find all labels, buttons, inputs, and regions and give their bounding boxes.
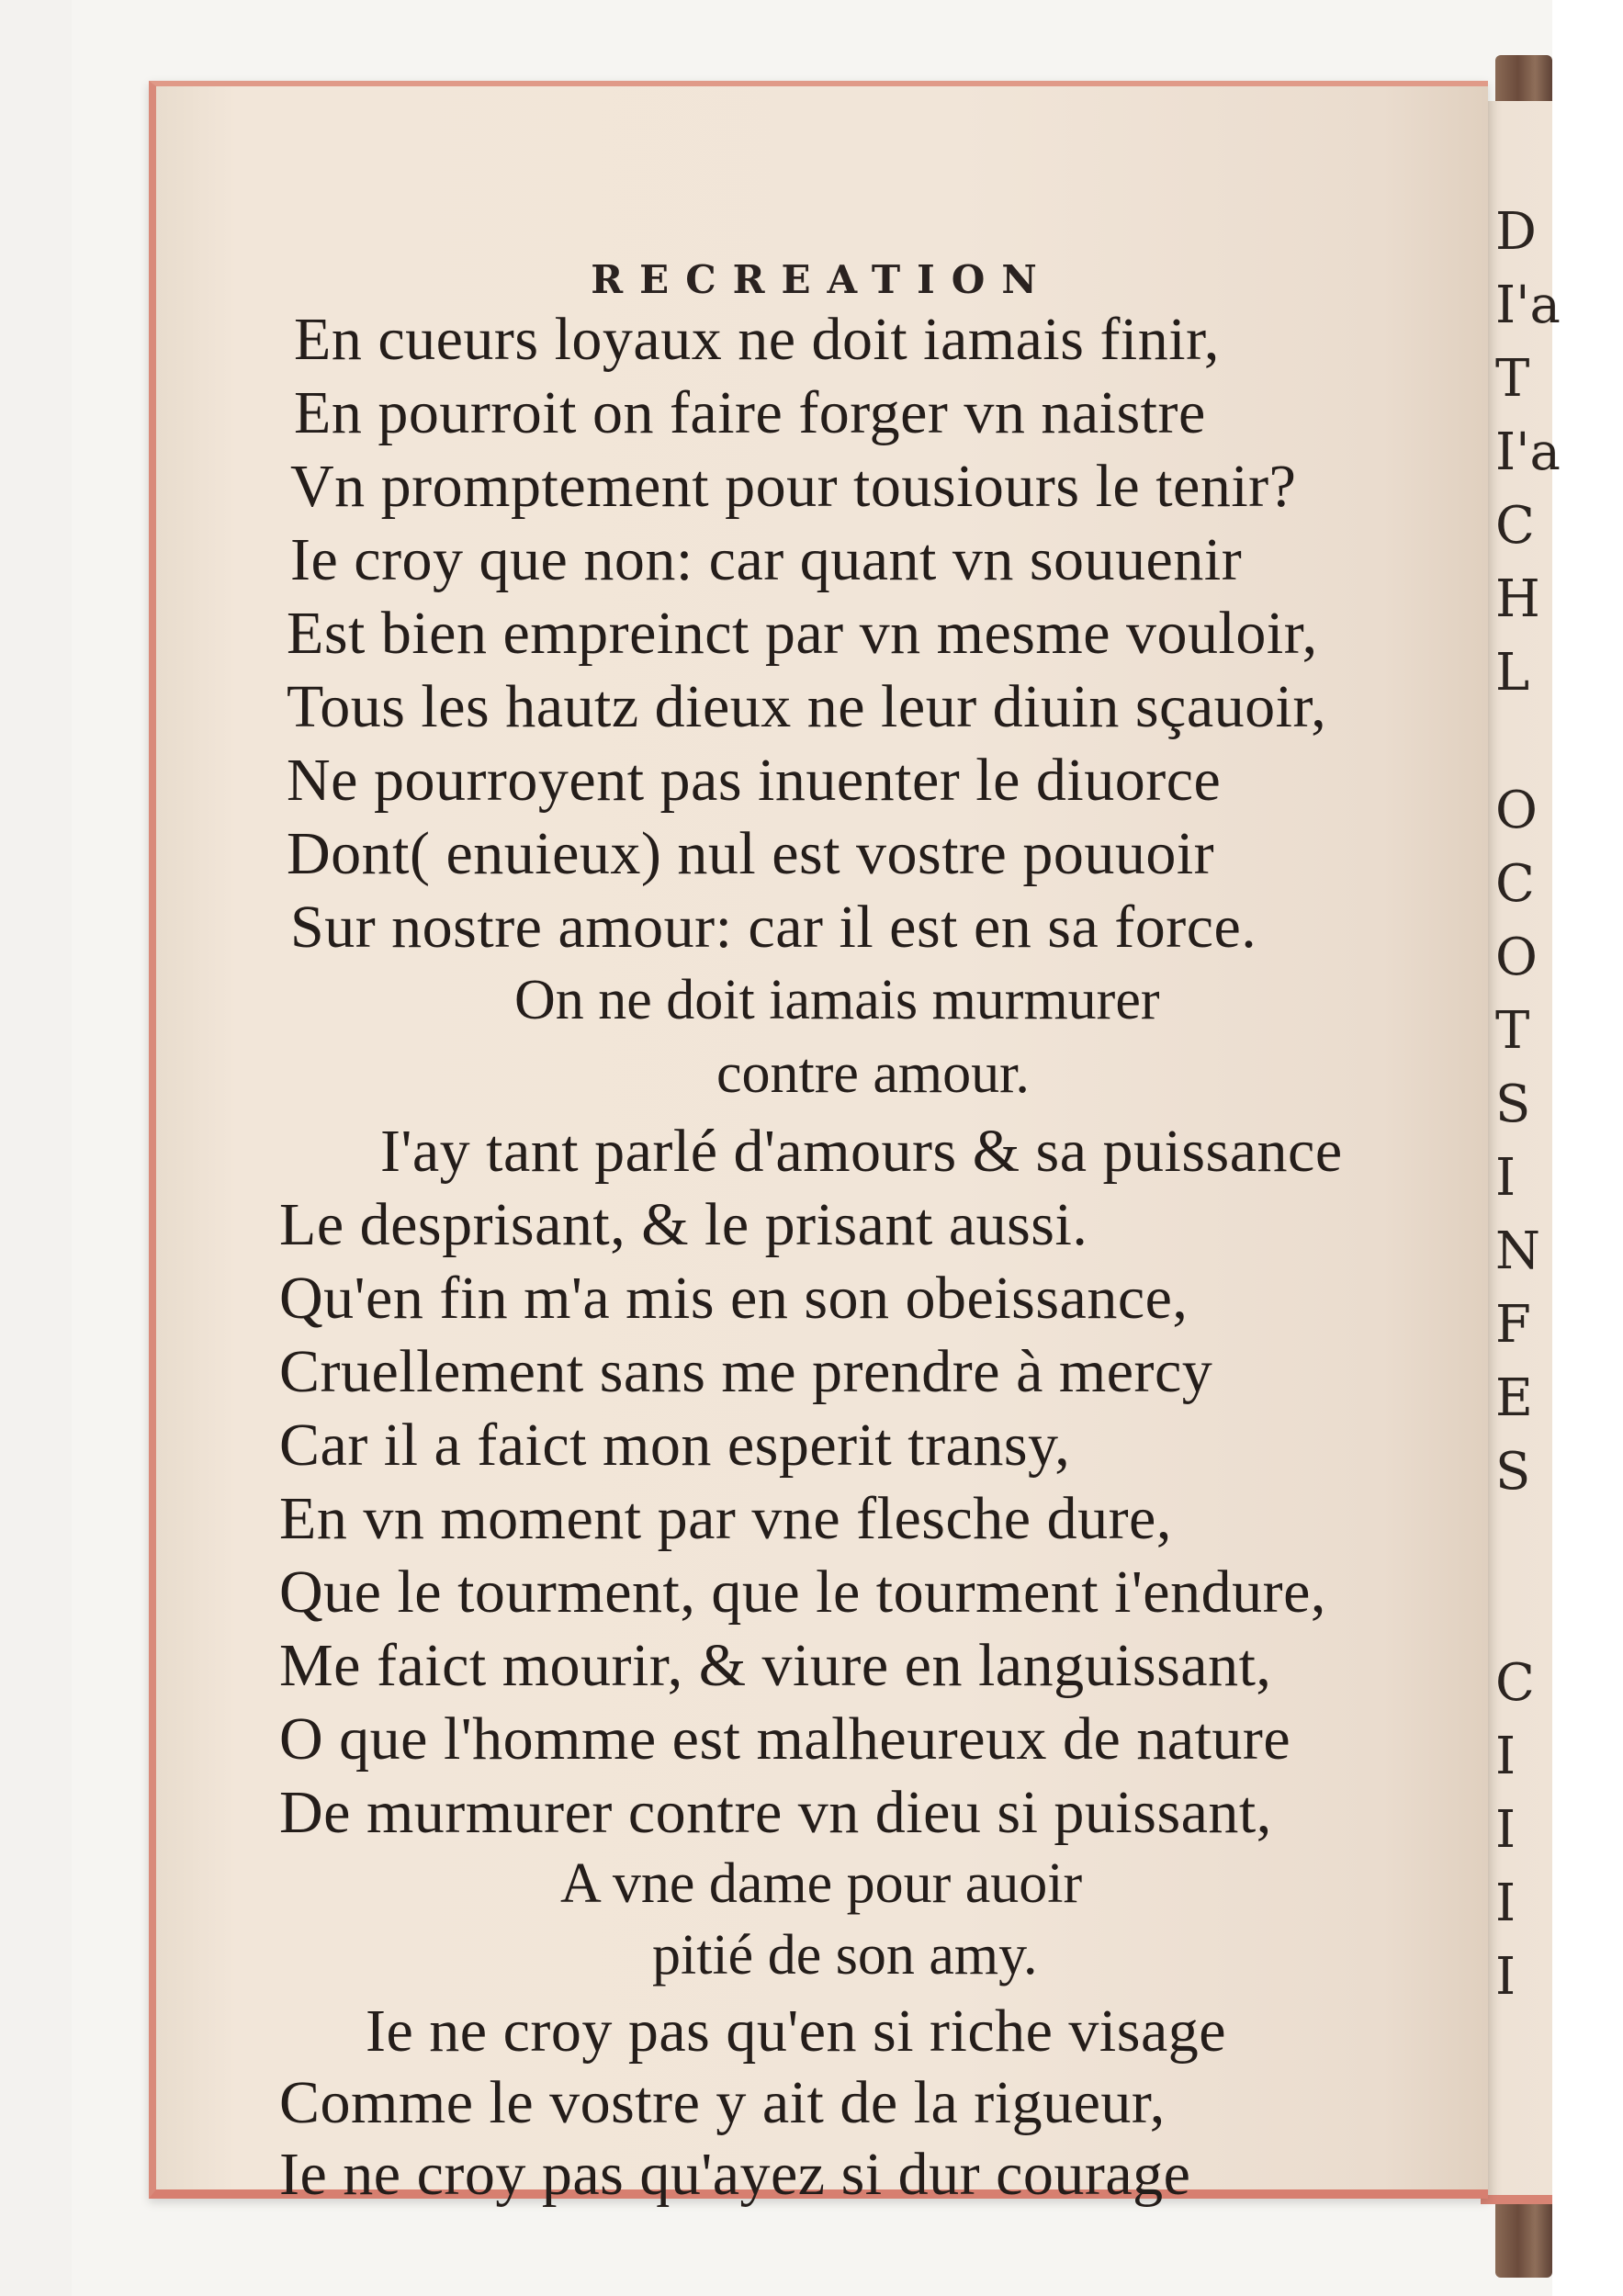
- facing-page: [1481, 101, 1561, 2204]
- verse-line: Ie ne croy pas qu'en si riche visage: [366, 1998, 1227, 2065]
- verse-line: O que l'homme est malheureux de nature: [279, 1705, 1291, 1773]
- facing-page-letter: H: [1495, 569, 1540, 629]
- facing-page-letter: O: [1495, 928, 1538, 987]
- facing-page-letter: I'a: [1495, 276, 1561, 335]
- running-head: RECREATION: [591, 257, 1054, 302]
- verse-line: Qu'en fin m'a mis en son obeissance,: [279, 1265, 1189, 1332]
- facing-page-letter: O: [1495, 781, 1538, 840]
- facing-page-letter: F: [1495, 1295, 1531, 1355]
- facing-page-letter: I: [1495, 1727, 1516, 1786]
- facing-page-letter: N: [1495, 1221, 1540, 1281]
- verse-line: Ie croy que non: car quant vn souuenir: [290, 526, 1243, 593]
- verse-line: Dont( enuieux) nul est vostre pouuoir: [287, 820, 1215, 887]
- facing-page-letter: D: [1495, 202, 1537, 262]
- facing-page-letter: S: [1495, 1442, 1531, 1502]
- facing-page-letter: C: [1495, 496, 1535, 556]
- verse-line: Que le tourment, que le tourment i'endure,: [279, 1559, 1326, 1626]
- facing-page-letter: I: [1495, 1148, 1516, 1208]
- verse-line: Est bien empreinct par vn mesme vouloir,: [287, 600, 1318, 667]
- verse-line: Vn promptement pour tousiours le tenir?: [290, 453, 1297, 520]
- facing-page-letter: I'a: [1495, 422, 1561, 482]
- facing-page-letter: I: [1495, 1947, 1516, 2007]
- section-heading: contre amour.: [716, 1042, 1030, 1105]
- verse-line: Comme le vostre y ait de la rigueur,: [279, 2069, 1166, 2136]
- verse-line: Me faict mourir, & viure en languissant,: [279, 1632, 1272, 1699]
- book-page: [149, 81, 1488, 2208]
- verse-line: Ie ne croy pas qu'ayez si dur courage: [279, 2141, 1191, 2208]
- verse-line: Sur nostre amour: car il est en sa force.: [290, 894, 1257, 961]
- facing-page-letter: S: [1495, 1075, 1531, 1134]
- verse-line: Le desprisant, & le prisant aussi.: [279, 1191, 1088, 1258]
- section-heading: On ne doit iamais murmurer: [514, 969, 1160, 1031]
- verse-line: De murmurer contre vn dieu si puissant,: [279, 1779, 1272, 1846]
- facing-page-letter: C: [1495, 1653, 1535, 1713]
- facing-page-letter: I: [1495, 1874, 1516, 1933]
- photo-margin: [1552, 0, 1623, 2296]
- verse-line: Car il a faict mon esperit transy,: [279, 1412, 1071, 1479]
- verse-line: Cruellement sans me prendre à mercy: [279, 1338, 1213, 1405]
- section-heading: A vne dame pour auoir: [560, 1852, 1083, 1915]
- facing-page-letter: C: [1495, 854, 1535, 914]
- facing-page-letter: T: [1495, 1001, 1530, 1061]
- section-heading: pitié de son amy.: [652, 1924, 1038, 1986]
- verse-line: Tous les hautz dieux ne leur diuin sçauoir,: [287, 673, 1327, 740]
- verse-line: Ne pourroyent pas inuenter le diuorce: [287, 747, 1222, 814]
- facing-page-letter: I: [1495, 1800, 1516, 1860]
- verse-line: En pourroit on faire forger vn naistre: [294, 379, 1206, 446]
- facing-page-letter: T: [1495, 349, 1530, 409]
- verse-line: En cueurs loyaux ne doit iamais finir,: [294, 306, 1220, 373]
- verse-line: I'ay tant parlé d'amours & sa puissance: [380, 1118, 1343, 1185]
- facing-page-letter: E: [1495, 1368, 1533, 1428]
- facing-page-letter: L: [1495, 643, 1530, 703]
- verse-line: En vn moment par vne flesche dure,: [279, 1485, 1172, 1552]
